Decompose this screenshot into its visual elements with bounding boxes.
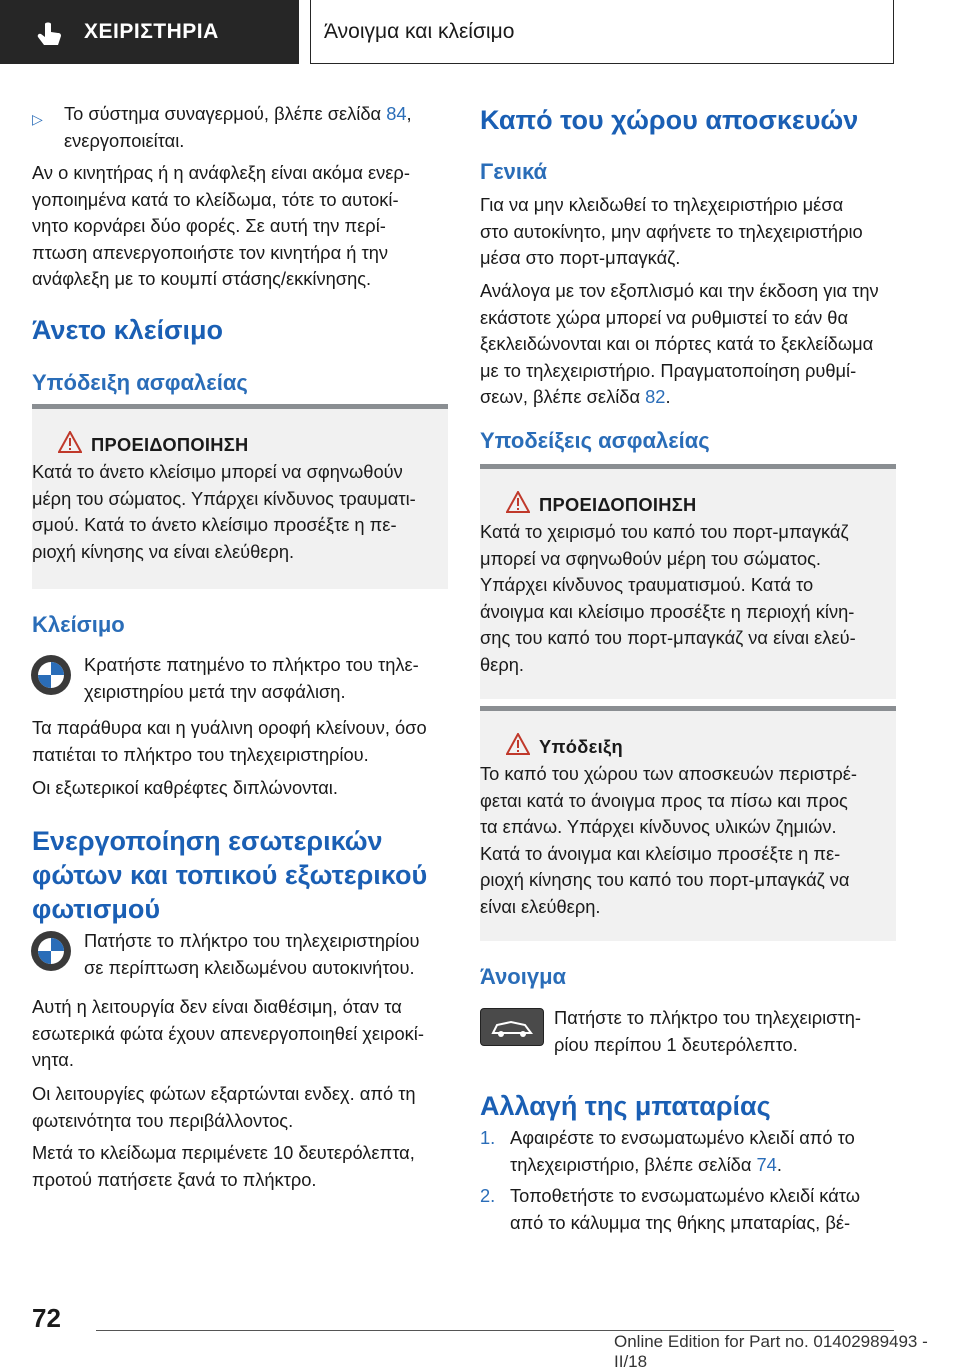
- step-1-text: Αφαιρέστε το ενσωματωμένο κλειδί από το τηλεχειριστήριο, βλέπε σελίδα 74.: [510, 1127, 855, 1175]
- header-tab-label: ΧΕΙΡΙΣΤΗΡΙΑ: [84, 20, 219, 43]
- page-link-84[interactable]: 84: [386, 103, 407, 124]
- heading-trunk-lid: Καπό του χώρου αποσκευών: [480, 105, 859, 135]
- warning-triangle-icon: [506, 491, 530, 513]
- alarm-bullet-line1: Το σύστημα συναγερμού, βλέπε σελίδα 84,: [64, 103, 412, 124]
- trunk-button-icon: [480, 1008, 544, 1046]
- warning-triangle-icon: [58, 431, 82, 453]
- warning-box-trunk: [480, 464, 896, 699]
- header-section-title: Άνοιγμα και κλείσιμο: [324, 20, 515, 43]
- lights-ambient-para: Οι λειτουργίες φώτων εξαρτώνται ενδεχ. από τη φωτεινότητα του περιβάλλοντος.: [32, 1083, 416, 1131]
- warning-title: ΠΡΟΕΙΔΟΠΟΙΗΣΗ: [539, 494, 697, 515]
- general-para2: Ανάλογα με τον εξοπλισμό και την έκδοση για την εκάστοτε χώρα μπορεί να ρυθμιστεί το εάν θα ξεκλειδώνονται και οι πόρτες κατά το ξεκλείδωμα με το τηλεχειριστήριο. Πραγματοποίηση ρυθμί- σεων, βλέπε σελίδα 82.: [480, 280, 879, 408]
- footer-rule: [96, 1330, 894, 1331]
- warning-title: ΠΡΟΕΙΔΟΠΟΙΗΣΗ: [91, 434, 249, 455]
- notice-title: Υπόδειξη: [539, 736, 623, 757]
- heading-safety-notes: Υποδείξεις ασφαλείας: [480, 428, 710, 453]
- step-2-text: Τοποθετήστε το ενσωματωμένο κλειδί κάτω από το κάλυμμα της θήκης μπαταρίας, βέ-: [510, 1185, 861, 1233]
- page-link-74[interactable]: 74: [756, 1153, 777, 1175]
- opening-instructions: Πατήστε το πλήκτρο του τηλεχειριστη- ρίου περίπου 1 δευτερόλεπτο.: [554, 1007, 861, 1055]
- heading-comfort-close: Άνετο κλείσιμο: [32, 315, 223, 345]
- header-divider: [310, 0, 311, 64]
- heading-general: Γενικά: [480, 159, 548, 184]
- heading-battery-change: Αλλαγή της μπαταρίας: [480, 1091, 771, 1121]
- bmw-key-logo-icon: [30, 930, 72, 972]
- alarm-bullet-line2: ενεργοποιείται.: [64, 130, 185, 151]
- notice-triangle-icon: [506, 733, 530, 755]
- heading-safety-note: Υπόδειξη ασφαλείας: [32, 370, 248, 395]
- header-tab: [0, 0, 299, 64]
- mirrors-para: Οι εξωτερικοί καθρέφτες διπλώνονται.: [32, 777, 338, 798]
- notice-box-trunk: [480, 706, 896, 941]
- warning-body: Κατά το άνετο κλείσιμο μπορεί να σφηνωθούν μέρη του σώματος. Υπάρχει κίνδυνος τραυματι- σμού. Κατά το άνετο κλείσιμο προσέξτε η πε- ριοχή κίνησης να είναι ελεύθερη.: [32, 461, 416, 562]
- notice-body: Το καπό του χώρου των αποσκευών περιστρέ- φεται κατά το άνοιγμα προς τα πίσω και προς τα επάνω. Υπάρχει κίνδυνος υλικών ζημιών. Κατά το άνοιγμα και κλείσιμο προσέξτε η πε- ριοχή κίνησης του καπό του πορτ-μπαγκάζ να είναι ελεύθερη.: [480, 763, 857, 917]
- warning-body: Κατά το χειρισμό του καπό του πορτ-μπαγκάζ μπορεί να σφηνωθούν μέρη του σώματος. Υπάρχει κίνδυνος τραυματισμού. Κατά το άνοιγμα και κλείσιμο προσέξτε η περιοχή κίνη- σης του καπό του πορτ-μπαγκάζ να είναι ελεύ- θερη.: [480, 521, 856, 675]
- warning-box-comfort: [32, 404, 448, 589]
- closing-instructions: Κρατήστε πατημένο το πλήκτρο του τηλε- χειριστηρίου μετά την ασφάλιση.: [84, 654, 419, 702]
- footer-edition: Online Edition for Part no. 01402989493 - II/18: [614, 1332, 928, 1371]
- bullet-arrow-icon: ▷: [32, 111, 43, 127]
- header-divider-right: [893, 0, 894, 64]
- heading-closing: Κλείσιμο: [32, 612, 125, 637]
- header-underline: [310, 63, 894, 64]
- page-number: 72: [32, 1303, 61, 1333]
- heading-lights: Ενεργοποίηση εσωτερικών φώτων και τοπικού εξωτερικού φωτισμού: [32, 826, 428, 924]
- step-2-number: 2.: [480, 1185, 496, 1206]
- lights-availability-para: Αυτή η λειτουργία δεν είναι διαθέσιμη, όταν τα εσωτερικά φώτα έχουν απενεργοποιηθεί χειροκί- νητα.: [32, 996, 424, 1071]
- hand-pointer-icon: [36, 22, 66, 50]
- windows-para: Τα παράθυρα και η γυάλινη οροφή κλείνουν, όσο πατιέται το πλήκτρο του τηλεχειριστηρίου.: [32, 717, 427, 765]
- engine-para: Αν ο κινητήρας ή η ανάφλεξη είναι ακόμα ενερ- γοποιημένα κατά το κλείδωμα, τότε το αυτοκί- νητο κορνάρει δύο φορές. Σε αυτή την περί- πτωση απενεργοποιήστε τον κινητήρα ή την ανάφλεξη με το κουμπί στάσης/εκκίνησης.: [32, 162, 410, 290]
- bmw-key-logo-icon: [30, 654, 72, 696]
- lights-wait-para: Μετά το κλείδωμα περιμένετε 10 δευτερόλεπτα, προτού πατήσετε ξανά το πλήκτρο.: [32, 1142, 415, 1190]
- page-link-82[interactable]: 82: [645, 386, 666, 408]
- general-para1: Για να μην κλειδωθεί το τηλεχειριστήριο μέσα στο αυτοκίνητο, μην αφήνετε το τηλεχειριστήριο μέσα στο πορτ-μπαγκάζ.: [480, 194, 863, 269]
- step-1-number: 1.: [480, 1127, 496, 1148]
- heading-opening: Άνοιγμα: [480, 964, 567, 989]
- lights-instructions: Πατήστε το πλήκτρο του τηλεχειριστηρίου σε περίπτωση κλειδωμένου αυτοκινήτου.: [84, 930, 420, 978]
